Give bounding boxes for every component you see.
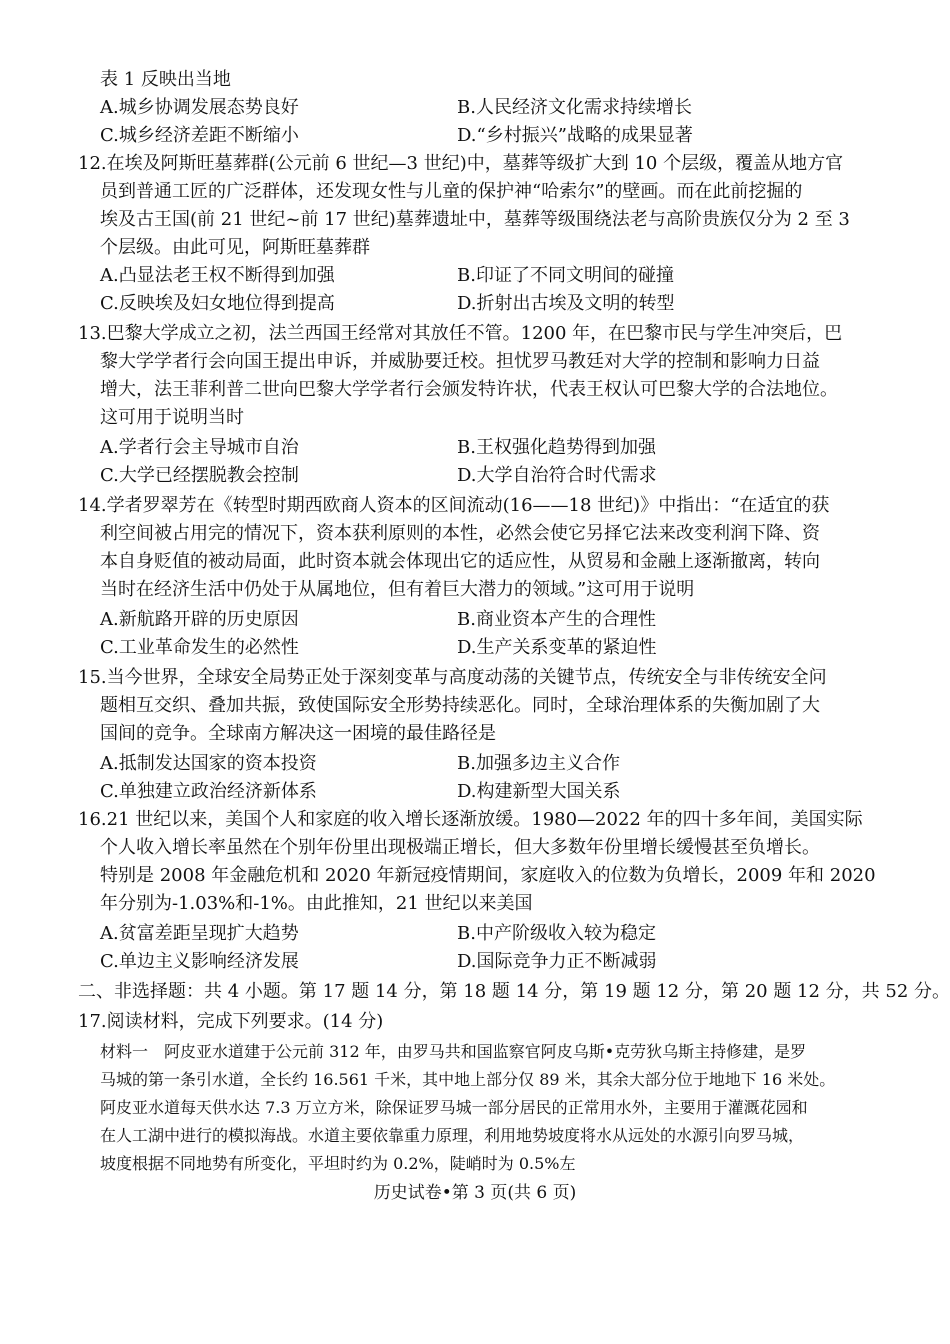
q14-option-d[interactable]: D.生产关系变革的紧迫性 xyxy=(457,637,657,658)
q13-option-d[interactable]: D.大学自治符合时代需求 xyxy=(457,465,657,486)
q12-option-d[interactable]: D.折射出古埃及文明的转型 xyxy=(457,293,675,314)
q12-option-a[interactable]: A.凸显法老王权不断得到加强 xyxy=(100,265,335,286)
q16-stem-line: 个人收入增长率虽然在个别年份里出现极端正增长，但大多数年份里增长缓慢甚至负增长。 xyxy=(100,837,820,858)
q12-stem-line: 埃及古王国(前 21 世纪~前 17 世纪)墓葬遗址中，墓葬等级围绕法老与高阶贵族仅分为 2 至 3 xyxy=(100,209,850,230)
q15-stem-line: 15.当今世界，全球安全局势正处于深刻变革与高度动荡的关键节点，传统安全与非传统安全问 xyxy=(78,667,827,688)
q14-option-a[interactable]: A.新航路开辟的历史原因 xyxy=(100,609,299,630)
q12-stem-line: 个层级。由此可见，阿斯旺墓葬群 xyxy=(100,237,370,258)
q17-material-line: 阿皮亚水道每天供水达 7.3 万立方米，除保证罗马城一部分居民的正常用水外，主要用于灌溉花园和 xyxy=(100,1098,808,1117)
q15-option-b[interactable]: B.加强多边主义合作 xyxy=(457,753,620,774)
q14-stem-line: 14.学者罗翠芳在《转型时期西欧商人资本的区间流动(16——18 世纪)》中指出：“在适宜的获 xyxy=(78,495,830,516)
q13-option-c[interactable]: C.大学已经摆脱教会控制 xyxy=(100,465,299,486)
q12-stem-line: 12.在埃及阿斯旺墓葬群(公元前 6 世纪—3 世纪)中，墓葬等级扩大到 10 个层级，覆盖从地方官 xyxy=(78,153,844,174)
q17-material-line: 材料一 阿皮亚水道建于公元前 312 年，由罗马共和国监察官阿皮乌斯•克劳狄乌斯主持修建，是罗 xyxy=(100,1042,807,1061)
q13-stem-line: 增大，法王菲利普二世向巴黎大学学者行会颁发特许状，代表王权认可巴黎大学的合法地位。 xyxy=(100,379,838,400)
q11-option-a[interactable]: A.城乡协调发展态势良好 xyxy=(100,97,299,118)
q13-stem-line: 这可用于说明当时 xyxy=(100,407,244,428)
q15-option-c[interactable]: C.单独建立政治经济新体系 xyxy=(100,781,317,802)
q12-stem-line: 员到普通工匠的广泛群体，还发现女性与儿童的保护神“哈索尔”的壁画。而在此前挖掘的 xyxy=(100,181,803,202)
page-footer: 历史试卷•第 3 页(共 6 页) xyxy=(373,1183,577,1203)
q12-option-c[interactable]: C.反映埃及妇女地位得到提高 xyxy=(100,293,335,314)
q14-stem-line: 本自身贬值的被动局面，此时资本就会体现出它的适应性，从贸易和金融上逐渐撤离，转向 xyxy=(100,551,820,572)
q12-option-b[interactable]: B.印证了不同文明间的碰撞 xyxy=(457,265,674,286)
q15-option-a[interactable]: A.抵制发达国家的资本投资 xyxy=(100,753,317,774)
q11-option-d[interactable]: D.“乡村振兴”战略的成果显著 xyxy=(457,125,693,146)
q16-option-b[interactable]: B.中产阶级收入较为稳定 xyxy=(457,923,656,944)
q11-option-b[interactable]: B.人民经济文化需求持续增长 xyxy=(457,97,692,118)
q13-stem-line: 13.巴黎大学成立之初，法兰西国王经常对其放任不管。1200 年，在巴黎市民与学生冲突后，巴 xyxy=(78,323,843,344)
q17-heading: 17.阅读材料，完成下列要求。(14 分) xyxy=(78,1011,384,1032)
q14-option-c[interactable]: C.工业革命发生的必然性 xyxy=(100,637,299,658)
q16-stem-line: 年分别为-1.03%和-1%。由此推知，21 世纪以来美国 xyxy=(100,893,533,914)
q17-material-line: 马城的第一条引水道，全长约 16.561 千米，其中地上部分仅 89 米，其余大部分位于地地下 16 米处。 xyxy=(100,1070,836,1089)
q14-stem-line: 利空间被占用完的情况下，资本获利原则的本性，必然会使它另择它法来改变利润下降、资 xyxy=(100,523,820,544)
q14-stem-line: 当时在经济生活中仍处于从属地位，但有着巨大潜力的领域。”这可用于说明 xyxy=(100,579,695,600)
q13-option-a[interactable]: A.学者行会主导城市自治 xyxy=(100,437,299,458)
q16-stem-line: 特别是 2008 年金融危机和 2020 年新冠疫情期间，家庭收入的位数为负增长，2009 年和 2020 xyxy=(100,865,876,886)
q16-option-c[interactable]: C.单边主义影响经济发展 xyxy=(100,951,299,972)
q16-option-a[interactable]: A.贫富差距呈现扩大趋势 xyxy=(100,923,299,944)
q16-option-d[interactable]: D.国际竞争力正不断减弱 xyxy=(457,951,657,972)
q16-stem-line: 16.21 世纪以来，美国个人和家庭的收入增长逐渐放缓。1980—2022 年的四十多年间，美国实际 xyxy=(78,809,863,830)
q15-stem-line: 题相互交织、叠加共振，致使国际安全形势持续恶化。同时，全球治理体系的失衡加剧了大 xyxy=(100,695,820,716)
q15-option-d[interactable]: D.构建新型大国关系 xyxy=(457,781,621,802)
q11-option-c[interactable]: C.城乡经济差距不断缩小 xyxy=(100,125,299,146)
q13-option-b[interactable]: B.王权强化趋势得到加强 xyxy=(457,437,656,458)
q13-stem-line: 黎大学学者行会向国王提出申诉，并威胁要迁校。担忧罗马教廷对大学的控制和影响力日益 xyxy=(100,351,820,372)
section-heading: 二、非选择题：共 4 小题。第 17 题 14 分，第 18 题 14 分，第 19 题 12 分，第 20 题 12 分，共 52 分。 xyxy=(78,981,950,1002)
q17-material-line: 在人工湖中进行的模拟海战。水道主要依靠重力原理，利用地势坡度将水从远处的水源引向罗马城， xyxy=(100,1126,805,1145)
q11-stem-tail: 表 1 反映出当地 xyxy=(100,69,231,90)
q14-option-b[interactable]: B.商业资本产生的合理性 xyxy=(457,609,656,630)
q15-stem-line: 国间的竞争。全球南方解决这一困境的最佳路径是 xyxy=(100,723,496,744)
q17-material-line: 坡度根据不同地势有所变化，平坦时约为 0.2%，陡峭时为 0.5%左 xyxy=(100,1154,576,1173)
